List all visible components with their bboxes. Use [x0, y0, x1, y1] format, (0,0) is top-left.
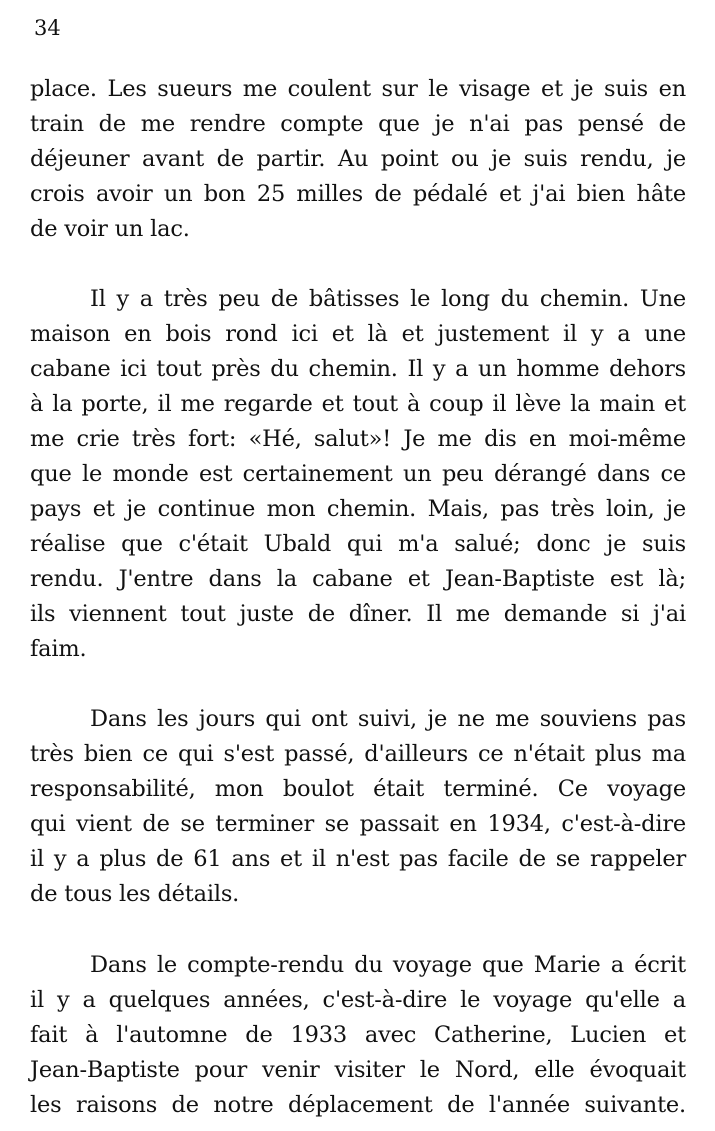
- text-line: réalise que c'était Ubald qui m'a salué; donc je suis: [30, 531, 686, 557]
- text-line: Jean-Baptiste pour venir visiter le Nord, elle évoquait: [30, 1057, 686, 1083]
- text-line: responsabilité, mon boulot était terminé. Ce voyage: [30, 776, 686, 802]
- text-line: Dans les jours qui ont suivi, je ne me souviens pas: [90, 706, 686, 732]
- text-line: que le monde est certainement un peu dérangé dans ce: [30, 461, 686, 487]
- text-line: maison en bois rond ici et là et justement il y a une: [30, 321, 686, 347]
- text-line: rendu. J'entre dans la cabane et Jean-Baptiste est là;: [30, 566, 686, 592]
- paragraph-2: [30, 282, 686, 667]
- text-line: les raisons de notre déplacement de l'année suivante.: [30, 1092, 686, 1118]
- text-line: place. Les sueurs me coulent sur le visage et je suis en: [30, 76, 686, 102]
- paragraph-4: [30, 948, 686, 1123]
- text-line: il y a quelques années, c'est-à-dire le voyage qu'elle a: [30, 987, 686, 1013]
- text-line: ils viennent tout juste de dîner. Il me demande si j'ai: [30, 601, 686, 627]
- text-line: fait à l'automne de 1933 avec Catherine, Lucien et: [30, 1022, 686, 1048]
- text-line: crois avoir un bon 25 milles de pédalé et j'ai bien hâte: [30, 181, 686, 207]
- text-line: à la porte, il me regarde et tout à coup il lève la main et: [30, 391, 686, 417]
- text-line: Il y a très peu de bâtisses le long du chemin. Une: [90, 286, 686, 312]
- text-line: cabane ici tout près du chemin. Il y a un homme dehors: [30, 356, 686, 382]
- page-number: 34: [34, 16, 61, 40]
- text-line: de tous les détails.: [30, 881, 240, 907]
- text-line: il y a plus de 61 ans et il n'est pas facile de se rappeler: [30, 846, 686, 872]
- paragraph-1: [30, 72, 686, 247]
- text-line: me crie très fort: «Hé, salut»! Je me dis en moi-même: [30, 426, 686, 452]
- text-line: Dans le compte-rendu du voyage que Marie a écrit: [90, 952, 686, 978]
- text-line: très bien ce qui s'est passé, d'ailleurs ce n'était plus ma: [30, 741, 686, 767]
- paragraph-3: [30, 702, 686, 912]
- text-line: déjeuner avant de partir. Au point ou je suis rendu, je: [30, 146, 686, 172]
- text-line: faim.: [30, 636, 87, 662]
- text-line: pays et je continue mon chemin. Mais, pas très loin, je: [30, 496, 686, 522]
- text-line: train de me rendre compte que je n'ai pas pensé de: [30, 111, 686, 137]
- text-line: de voir un lac.: [30, 216, 190, 242]
- text-line: qui vient de se terminer se passait en 1934, c'est-à-dire: [30, 811, 686, 837]
